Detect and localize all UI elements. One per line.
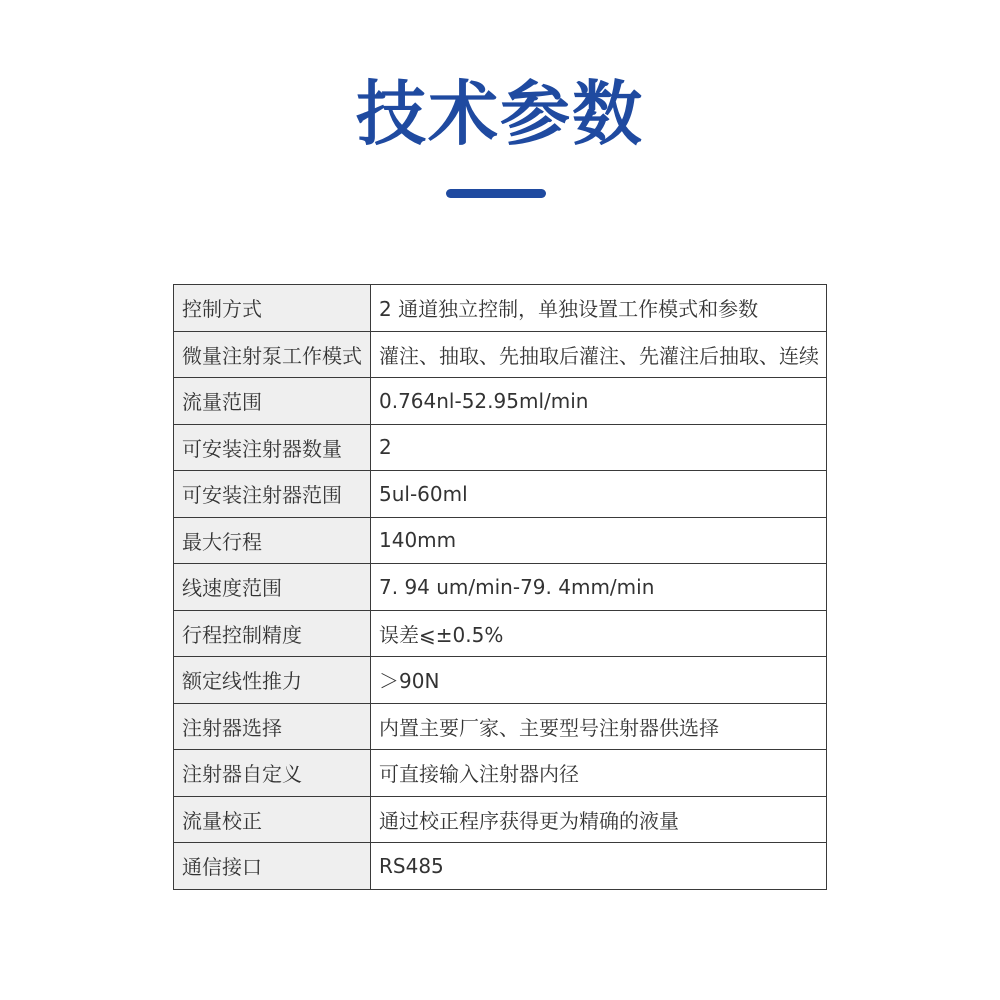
row-value-stroke-accuracy: 误差⩽±0.5% xyxy=(371,610,827,657)
row-label-max-stroke: 最大行程 xyxy=(174,517,371,564)
row-value-syringe-count: 2 xyxy=(371,424,827,471)
row-label-stroke-accuracy: 行程控制精度 xyxy=(174,610,371,657)
table-row xyxy=(174,517,827,564)
table-row xyxy=(174,843,827,890)
spec-table xyxy=(173,284,827,890)
row-label-flow-range: 流量范围 xyxy=(174,378,371,425)
table-row xyxy=(174,424,827,471)
row-value-syringe-range: 5ul-60ml xyxy=(371,471,827,518)
table-row xyxy=(174,750,827,797)
table-row xyxy=(174,331,827,378)
table-row xyxy=(174,703,827,750)
row-label-pump-work-mode: 微量注射泵工作模式 xyxy=(174,331,371,378)
row-value-max-stroke: 140mm xyxy=(371,517,827,564)
table-row xyxy=(174,378,827,425)
row-label-rated-thrust: 额定线性推力 xyxy=(174,657,371,704)
row-label-control-mode: 控制方式 xyxy=(174,285,371,332)
table-row xyxy=(174,564,827,611)
row-label-syringe-selection: 注射器选择 xyxy=(174,703,371,750)
row-value-syringe-custom: 可直接输入注射器内径 xyxy=(371,750,827,797)
table-row xyxy=(174,285,827,332)
row-label-comm-interface: 通信接口 xyxy=(174,843,371,890)
row-label-syringe-range: 可安装注射器范围 xyxy=(174,471,371,518)
row-label-linear-speed-range: 线速度范围 xyxy=(174,564,371,611)
row-label-flow-calibration: 流量校正 xyxy=(174,796,371,843)
title-underline-decoration xyxy=(446,189,546,198)
row-label-syringe-count: 可安装注射器数量 xyxy=(174,424,371,471)
row-value-flow-calibration: 通过校正程序获得更为精确的液量 xyxy=(371,796,827,843)
row-value-syringe-selection: 内置主要厂家、主要型号注射器供选择 xyxy=(371,703,827,750)
table-row xyxy=(174,657,827,704)
page-title: 技术参数 xyxy=(356,73,644,155)
row-value-linear-speed-range: 7. 94 um/min-79. 4mm/min xyxy=(371,564,827,611)
row-value-flow-range: 0.764nl-52.95ml/min xyxy=(371,378,827,425)
row-value-comm-interface: RS485 xyxy=(371,843,827,890)
table-row xyxy=(174,796,827,843)
table-row xyxy=(174,610,827,657)
table-row xyxy=(174,471,827,518)
row-value-pump-work-mode: 灌注、抽取、先抽取后灌注、先灌注后抽取、连续 xyxy=(371,331,827,378)
row-label-syringe-custom: 注射器自定义 xyxy=(174,750,371,797)
row-value-control-mode: 2 通道独立控制，单独设置工作模式和参数 xyxy=(371,285,827,332)
row-value-rated-thrust: ＞90N xyxy=(371,657,827,704)
